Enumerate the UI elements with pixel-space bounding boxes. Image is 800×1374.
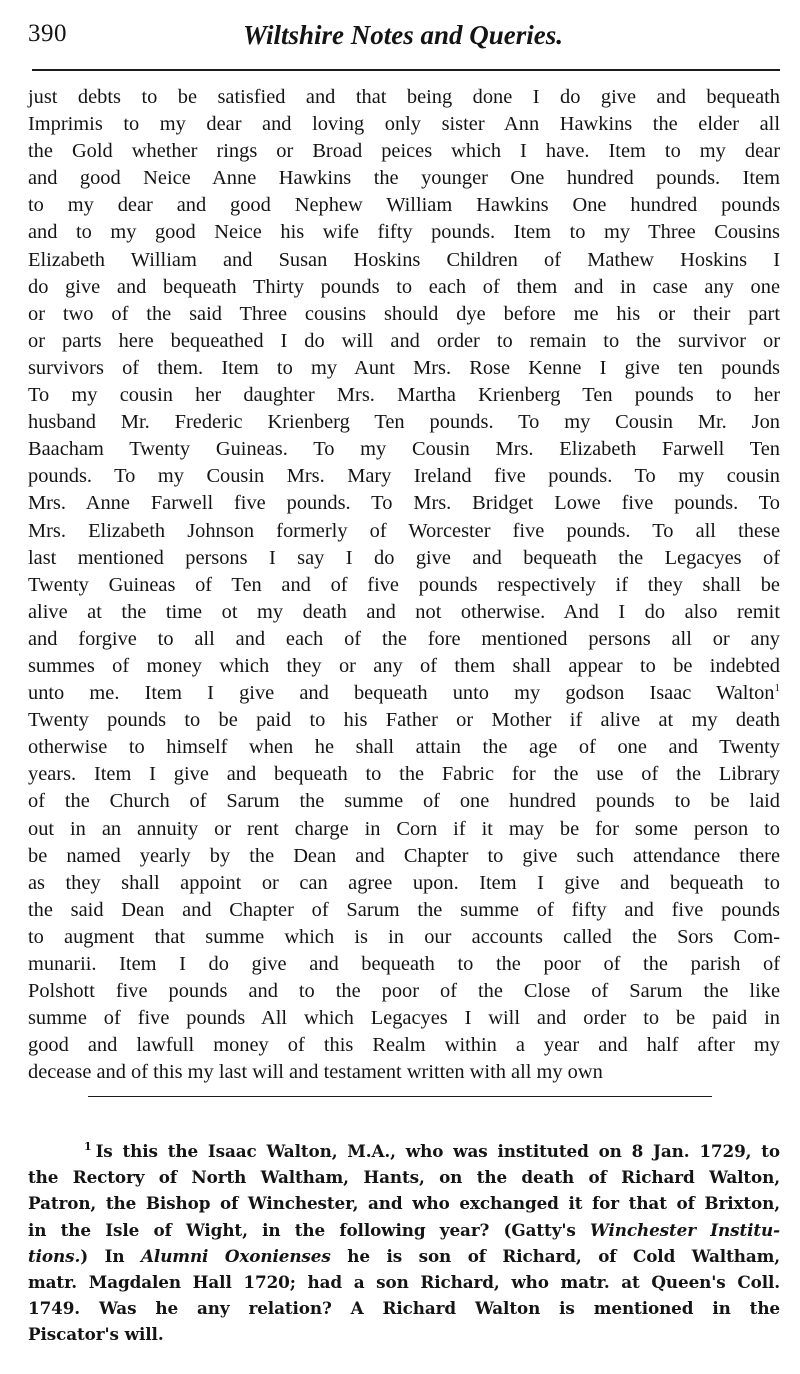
body-line: as they shall appoint or can agree upon. Item I give and bequeath to: [28, 871, 780, 894]
footnote-line: Piscator's will.: [28, 1324, 164, 1345]
footnote-text: in the Isle of Wight, in the following year? (Gatty's: [28, 1219, 576, 1240]
body-line-text: unto me. Item I give and bequeath unto my godson Isaac Walton: [28, 682, 775, 705]
body-line: of the Church of Sarum the summe of one hundred pounds to be laid: [28, 790, 780, 813]
body-line: and good Neice Anne Hawkins the younger One hundred pounds. Item: [28, 167, 780, 190]
body-line: summes of money which they or any of them shall appear to be indebted: [28, 654, 780, 677]
body-line-with-footnote-ref: [28, 680, 780, 707]
body-line: years. Item I give and bequeath to the Fabric for the use of the Library: [28, 763, 780, 786]
footnote-text: he is son of Richard, of Cold Waltham,: [347, 1245, 780, 1266]
footnote-reference: 1: [774, 682, 780, 695]
footnote-italic-title: Winchester Institu-: [590, 1219, 780, 1240]
footnote-line: matr. Magdalen Hall 1720; had a son Richard, who matr. at Queen's Coll.: [28, 1271, 780, 1292]
body-line: Imprimis to my dear and loving only sister Ann Hawkins the elder all: [28, 113, 780, 136]
body-line: Twenty Guineas of Ten and of five pounds respectively if they shall be: [28, 573, 780, 596]
footnote-text: Is this the Isaac Walton, M.A., who was instituted on 8 Jan. 1729, to: [95, 1141, 780, 1161]
page-header: [28, 20, 778, 54]
body-line: alive at the time ot my death and not otherwise. And I do also remit: [28, 600, 780, 623]
running-title: Wiltshire Notes and Queries.: [242, 20, 564, 50]
footnote-marker: 1: [84, 1140, 92, 1154]
body-line: To my cousin her daughter Mrs. Martha Krienberg Ten pounds to her: [28, 384, 780, 407]
body-line: to augment that summe which is in our accounts called the Sors Com-: [28, 925, 780, 948]
body-line: and forgive to all and each of the fore mentioned persons all or any: [28, 627, 780, 650]
footnote-line: the Rectory of North Waltham, Hants, on the death of Richard Walton,: [28, 1167, 780, 1188]
body-line: or two of the said Three cousins should dye before me his or their part: [28, 302, 780, 325]
body-line: Elizabeth William and Susan Hoskins Children of Mathew Hoskins I: [28, 248, 780, 271]
body-line: or parts here bequeathed I do will and order to remain to the survivor or: [28, 329, 780, 352]
body-line: the Gold whether rings or Broad peices which I have. Item to my dear: [28, 140, 780, 163]
body-line: pounds. To my Cousin Mrs. Mary Ireland five pounds. To my cousin: [28, 465, 780, 488]
footnote-italic-title: Alumni Oxonienses: [141, 1245, 331, 1266]
body-line: do give and bequeath Thirty pounds to each of them and in case any one: [28, 275, 780, 298]
body-line: Mrs. Anne Farwell five pounds. To Mrs. Bridget Lowe five pounds. To: [28, 492, 780, 515]
body-line: last mentioned persons I say I do give and bequeath the Legacyes of: [28, 546, 780, 569]
header-rule: [32, 69, 780, 71]
body-line: and to my good Neice his wife fifty pounds. Item to my Three Cousins: [28, 221, 780, 244]
footnote-line: [28, 1138, 780, 1164]
page-number: 390: [28, 20, 67, 47]
body-line: Twenty pounds to be paid to his Father or Mother if alive at my death: [28, 709, 780, 732]
body-line: good and lawfull money of this Realm within a year and half after my: [28, 1034, 780, 1057]
body-line: to my dear and good Nephew William Hawkins One hundred pounds: [28, 194, 780, 217]
footnote-text: ) In: [80, 1245, 125, 1266]
body-line: otherwise to himself when he shall attain the age of one and Twenty: [28, 736, 780, 759]
body-line: Baacham Twenty Guineas. To my Cousin Mrs. Elizabeth Farwell Ten: [28, 438, 780, 461]
footnote-line: [28, 1243, 780, 1269]
footnote-line: 1749. Was he any relation? A Richard Walton is mentioned in the: [28, 1298, 780, 1319]
footnote-line: [28, 1217, 780, 1243]
footnote-rule: [88, 1096, 712, 1097]
body-line: munarii. Item I do give and bequeath to the poor of the parish of: [28, 953, 780, 975]
body-line: out in an annuity or rent charge in Corn if it may be for some person to: [28, 817, 780, 840]
body-line: summe of five pounds All which Legacyes I will and order to be paid in: [28, 1007, 780, 1030]
body-line: Mrs. Elizabeth Johnson formerly of Worcester five pounds. To all these: [28, 519, 780, 542]
body-line: decease and of this my last will and testament written with all my own: [28, 1061, 603, 1084]
body-line: the said Dean and Chapter of Sarum the summe of fifty and five pounds: [28, 898, 780, 921]
body-line: be named yearly by the Dean and Chapter to give such attendance there: [28, 844, 780, 867]
footnote-line: Patron, the Bishop of Winchester, and who exchanged it for that of Brixton,: [28, 1193, 780, 1214]
body-line: Polshott five pounds and to the poor of the Close of Sarum the like: [28, 980, 780, 1003]
footnote: [28, 1138, 780, 1348]
body-line: survivors of them. Item to my Aunt Mrs. Rose Kenne I give ten pounds: [28, 356, 780, 379]
body-line: husband Mr. Frederic Krienberg Ten pounds. To my Cousin Mr. Jon: [28, 411, 780, 434]
body-text: [28, 84, 780, 1086]
body-line: just debts to be satisfied and that being done I do give and bequeath: [28, 86, 780, 108]
footnote-italic-title: tions.: [28, 1245, 81, 1266]
